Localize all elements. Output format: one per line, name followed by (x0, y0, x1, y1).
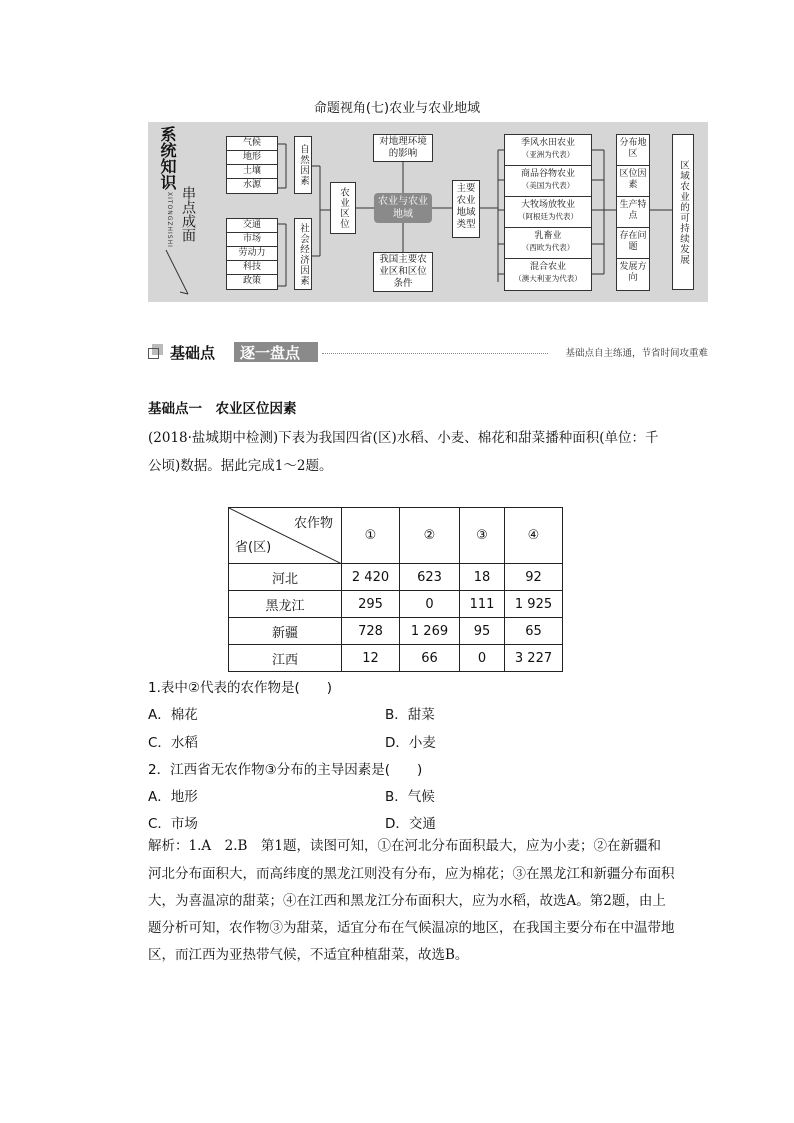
page-title: 命题视角(七)农业与农业地域 (313, 101, 481, 116)
table-row (229, 591, 563, 618)
question-1-option-c: C．水稻 (148, 735, 198, 751)
section-banner (148, 342, 708, 364)
value-cell: 66 (400, 645, 460, 672)
value-cell: 92 (505, 564, 563, 591)
value-cell: 65 (505, 618, 563, 645)
table-row (229, 618, 563, 645)
table-row (229, 564, 563, 591)
question-1-option-a: A．棉花 (148, 707, 198, 723)
header-crop: 农作物 (293, 516, 333, 531)
list-item: 混合农业 （澳大利亚为代表） (514, 262, 582, 283)
list-item: 政策 (242, 276, 261, 286)
list-item: 季风水田农业 （亚洲为代表） (505, 135, 591, 166)
value-cell: 1 269 (400, 618, 460, 645)
value-cell: 1 925 (505, 591, 563, 618)
value-cell: 2 420 (342, 564, 400, 591)
banner-subtitle: 逐一盘点 (234, 342, 318, 362)
table-row (229, 645, 563, 672)
question-2-option-b: B．气候 (385, 789, 435, 805)
column-header: ③ (460, 508, 505, 564)
value-cell: 728 (342, 618, 400, 645)
province-cell: 河北 (229, 564, 342, 591)
analysis-line-2: 河北分布面积大，而高纬度的黑龙江则没有分布，应为棉花；③在黑龙江和新疆分布面积 (148, 866, 675, 882)
question-2-option-c: C．市场 (148, 816, 198, 832)
column-header: ② (400, 508, 460, 564)
natural-group: 自然因素 (294, 136, 312, 194)
list-item: 大牧场放牧业 （阿根廷为代表） (505, 197, 591, 228)
value-cell: 111 (460, 591, 505, 618)
column-header: ① (342, 508, 400, 564)
list-item: 交通 (227, 219, 277, 233)
intro-line-2: 公顷)数据。据此完成1～2题。 (148, 458, 333, 474)
question-1-option-b: B．甜菜 (385, 707, 435, 723)
main-types-box: 主要农业地域类型 (452, 180, 480, 238)
analysis-line-3: 大，为喜温凉的甜菜；④在江西和黑龙江分布面积大，应为水稻，故选A。第2题，由上 (148, 893, 666, 909)
header-province: 省(区) (235, 540, 272, 555)
sustainable-box: 区域农业的可持续发展 (672, 134, 694, 290)
table-header-row (229, 508, 563, 564)
data-table (228, 507, 563, 672)
diagonal-header-cell (229, 508, 342, 564)
natural-factors-list (226, 136, 278, 194)
value-cell: 0 (460, 645, 505, 672)
question-1-stem: 1.表中②代表的农作物是( ) (148, 680, 333, 696)
question-2-option-a: A．地形 (148, 789, 198, 805)
social-group: 社会经济因素 (294, 218, 312, 290)
banner-title: 基础点 (170, 344, 216, 362)
knowledge-diagram (148, 122, 708, 302)
sub-label: 串点成面 (180, 186, 196, 242)
system-label: 系统知识 (158, 126, 177, 190)
list-item: 分布地区 (617, 135, 649, 166)
intro-line-1: (2018·盐城期中检测)下表为我国四省(区)水稻、小麦、棉花和甜菜播种面积(单位：千 (148, 430, 659, 446)
province-cell: 新疆 (229, 618, 342, 645)
list-item: 气候 (227, 137, 277, 151)
province-cell: 黑龙江 (229, 591, 342, 618)
section-title: 基础点一 农业区位因素 (148, 401, 297, 417)
list-item: 商品谷物农业 （美国为代表） (505, 166, 591, 197)
list-item: 乳畜业 （西欧为代表） (505, 228, 591, 259)
analysis-line-5: 区，而江西为亚热带气候，不适宜种植甜菜，故选B。 (148, 947, 469, 963)
list-item: 存在问题 (617, 228, 649, 259)
analysis-line-1: 解析：1.A 2.B 第1题，读图可知，①在河北分布面积最大，应为小麦；②在新疆和 (148, 838, 662, 854)
list-item: 市场 (227, 233, 277, 247)
list-item: 劳动力 (227, 247, 277, 261)
banner-square-outline-icon (148, 348, 159, 359)
value-cell: 295 (342, 591, 400, 618)
list-item: 土壤 (227, 165, 277, 179)
aspects-list (616, 134, 650, 291)
value-cell: 3 227 (505, 645, 563, 672)
list-item: 地形 (227, 151, 277, 165)
banner-divider (322, 353, 548, 354)
center-node: 农业与农业地域 (374, 193, 432, 223)
main-areas-box: 我国主要农业区和区位条件 (373, 252, 433, 292)
env-impact-box: 对地理环境的影响 (373, 134, 433, 162)
types-list (504, 134, 592, 291)
social-factors-list (226, 218, 278, 290)
question-2-option-d: D．交通 (385, 816, 436, 832)
province-cell: 江西 (229, 645, 342, 672)
list-item: 水源 (242, 180, 261, 190)
list-item: 科技 (227, 261, 277, 275)
list-item: 区位因素 (617, 166, 649, 197)
value-cell: 12 (342, 645, 400, 672)
value-cell: 95 (460, 618, 505, 645)
value-cell: 18 (460, 564, 505, 591)
question-2-stem: 2．江西省无农作物③分布的主导因素是( ) (148, 762, 423, 778)
analysis-line-4: 题分析可知，农作物③为甜菜，适宜分布在气候温凉的地区，在我国主要分布在中温带地 (148, 920, 675, 936)
value-cell: 623 (400, 564, 460, 591)
value-cell: 0 (400, 591, 460, 618)
question-1-option-d: D．小麦 (385, 735, 436, 751)
list-item: 生产特点 (617, 197, 649, 228)
list-item: 发展方向 (619, 262, 647, 283)
column-header: ④ (505, 508, 563, 564)
pinyin-label: XITONGZHISHI (166, 192, 173, 248)
location-box: 农业区位 (330, 182, 356, 234)
banner-right-text: 基础点自主练通，节省时间攻重难 (565, 348, 708, 359)
